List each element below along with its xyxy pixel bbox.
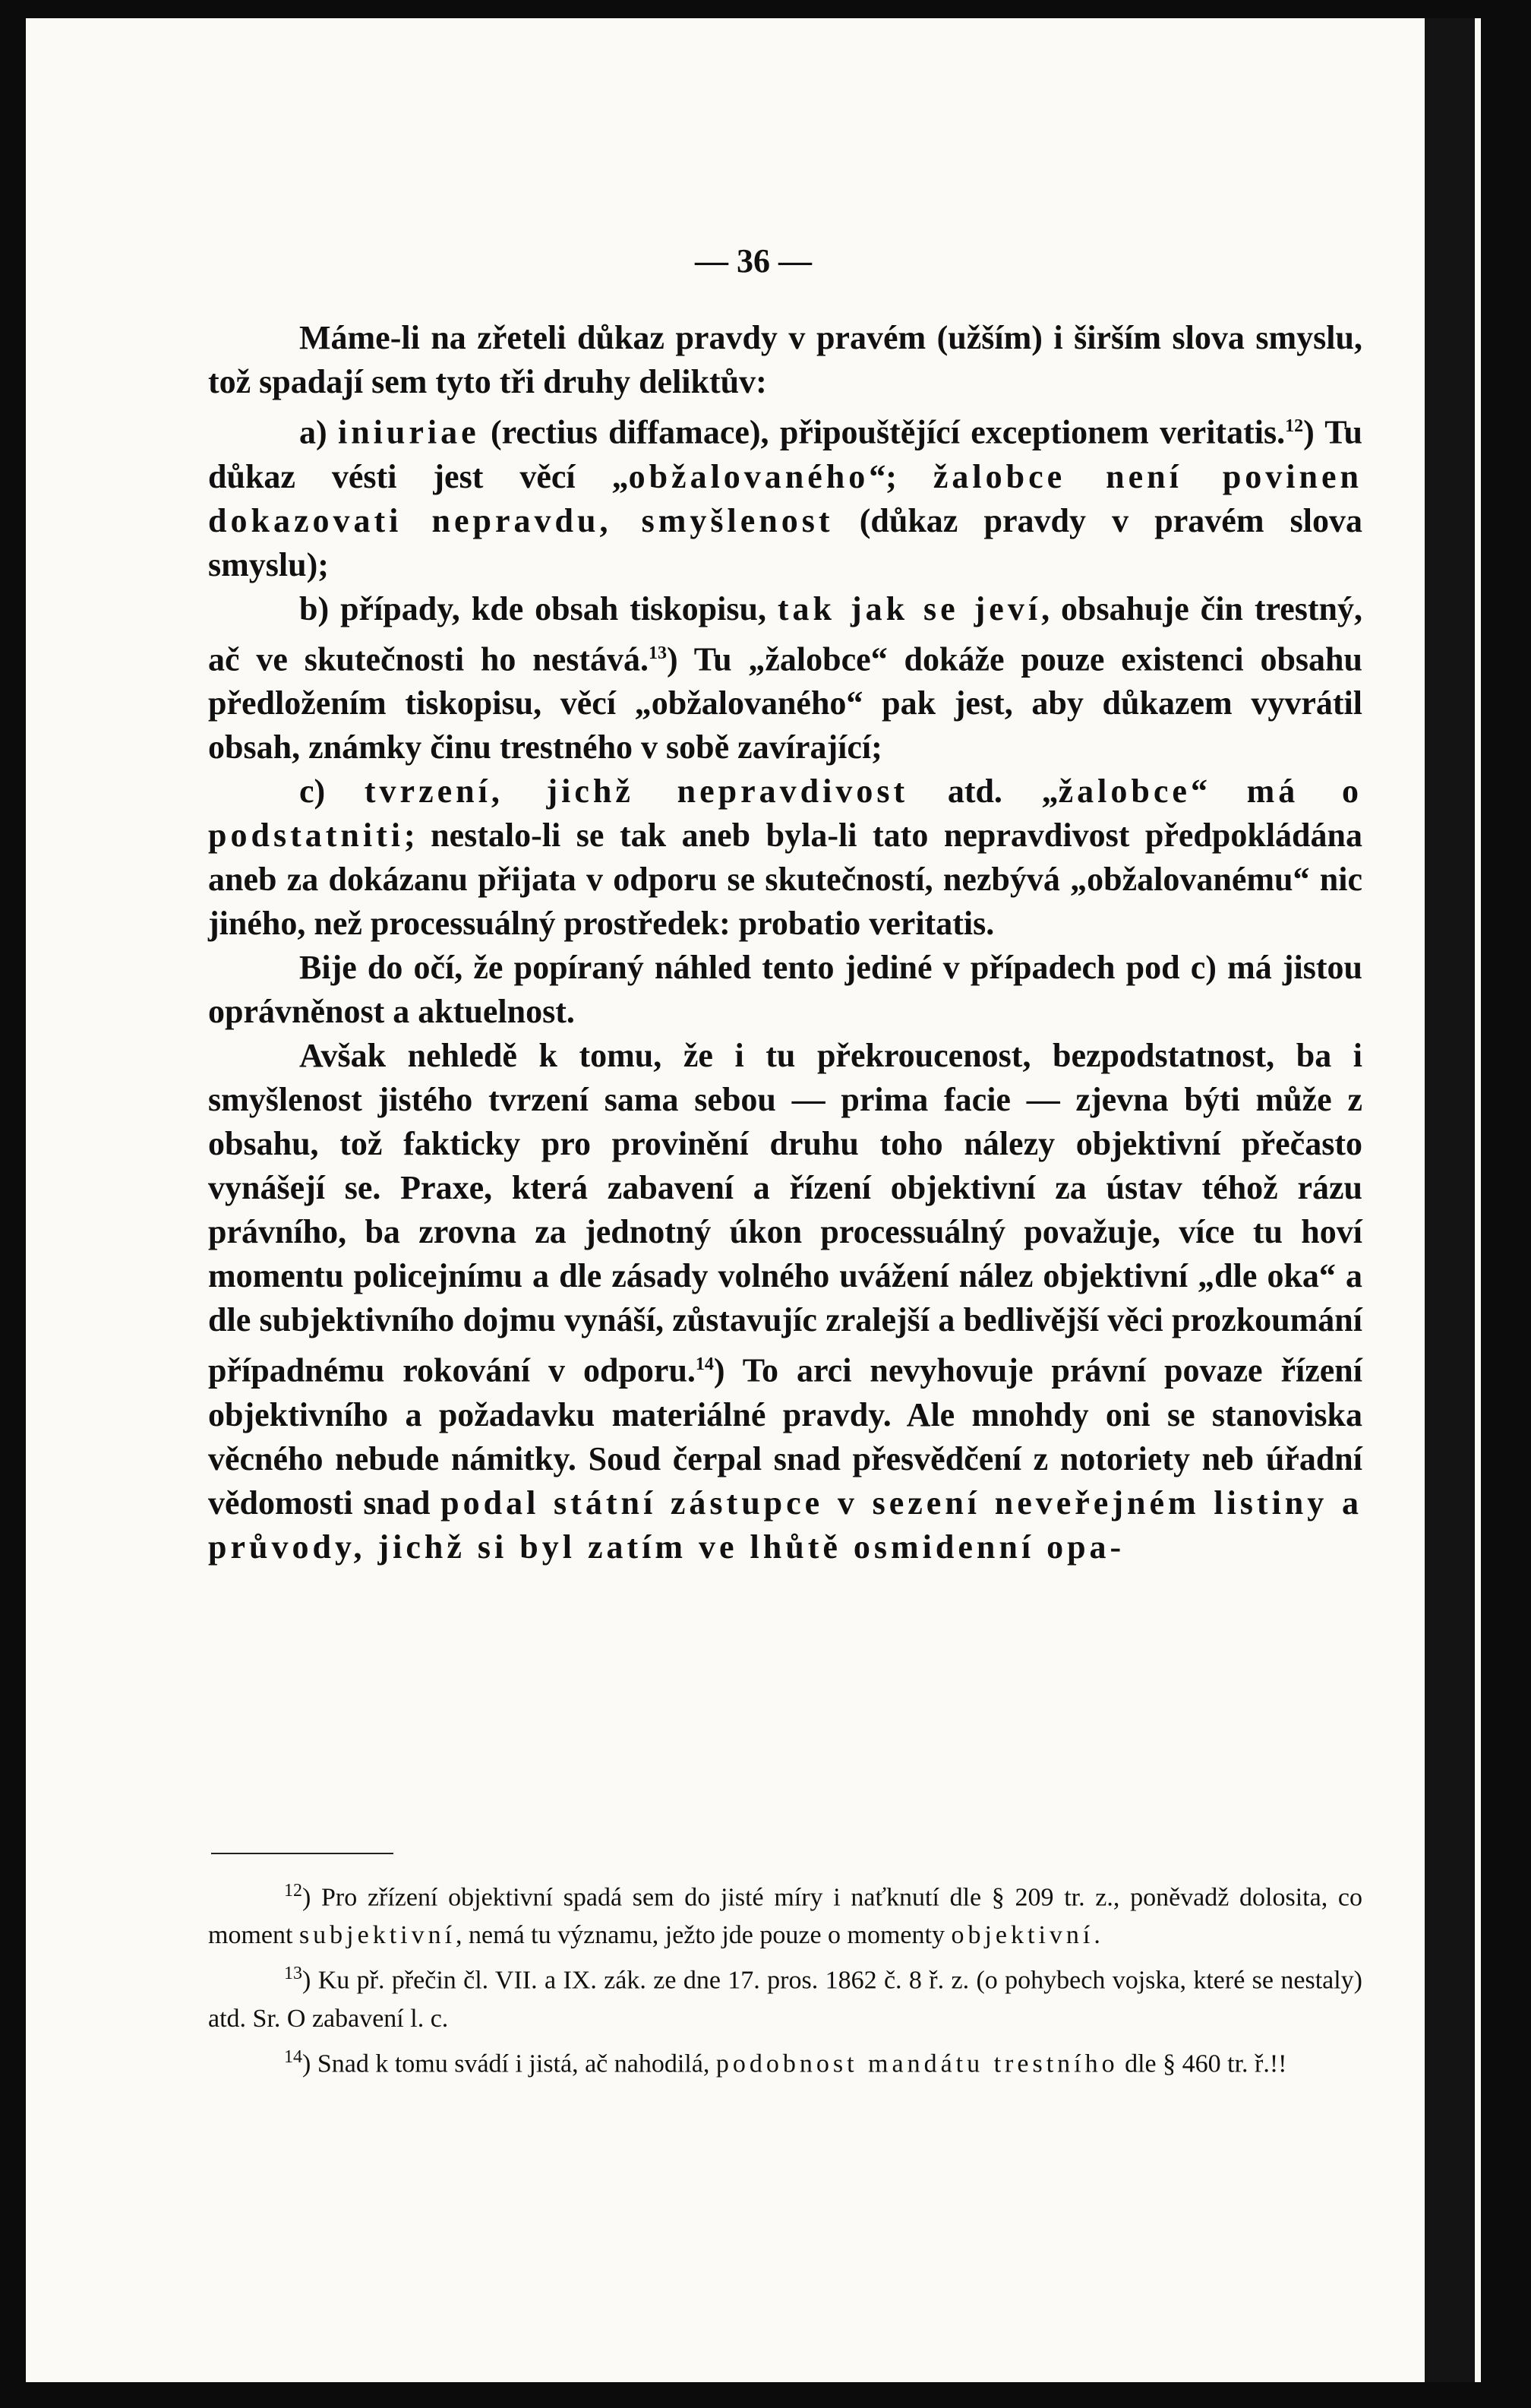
text-run: subjektivní [298,1921,456,1950]
text-run: atd. „ [908,773,1059,811]
footnote-n12 [208,1872,1362,1955]
text-run: (důkaz pravdy v pravém slova smyslu); [208,501,1363,583]
text-run: Bije do očí, že popíraný náhled tento jediné v případech pod c) má jistou oprávněnost a aktuelnost. [208,949,1362,1031]
footnote-ref: 13 [649,643,668,663]
text-run: , obsahuje čin trestný, ač ve skutečnosti ho nestává. [208,589,1363,678]
text-run: “ [1190,773,1247,811]
paragraph-p3 [208,587,1362,770]
text-run: iniuriae [337,413,480,451]
footnote-n13 [208,1955,1362,2037]
text-run: a) [299,413,338,451]
text-run: b) případy, kde obsah tiskopisu, [299,589,778,627]
text-run: ; nestalo-li se tak aneb byla-li tato nepravdivost předpokládána aneb za dokázanu přijata v odporu se skutečností, nezbývá „obžalovanému“ nic jiného, než processuálný prostředek: probatio veritatis. [208,817,1362,943]
page-edge-shadow [1425,18,1475,2382]
page-number: — 36 — [695,242,812,280]
paragraph-p5 [208,946,1362,1034]
text-run: podobnost mandátu trestního [715,2049,1119,2078]
footnote-ref: 13 [284,1964,302,1984]
text-run: . [1094,1921,1100,1950]
footnotes [208,1872,1362,2083]
text-run: ) Ku př. přečin čl. VII. a IX. zák. ze dne 17. pros. 1862 č. 8 ř. z. (o pohybech vojska, které se nestaly) atd. Sr. O zabavení l. c. [208,1966,1362,2033]
paragraph-p1 [208,316,1362,404]
footnote-ref: 14 [284,2046,302,2067]
text-run: tak jak se jeví [777,589,1042,627]
text-run: ) Tu důkaz vésti jest věcí „ [208,413,1363,495]
text-run: ) Tu „žalobce“ dokáže pouze existenci obsahu předložením tiskopisu, věcí „obžalovaného“ pak jest, aby důkazem vyvrátil obsah, známky činu trestného v sobě zavírající; [208,640,1362,766]
footnote-rule [211,1853,393,1854]
footnote-ref: 12 [1285,416,1304,436]
text-run: žalobce [1058,773,1191,811]
text-run: , nemá tu významu, ježto jde pouze o momenty [456,1921,952,1950]
footnote-ref: 12 [284,1881,302,1901]
text-run: Máme-li na zřeteli důkaz pravdy v pravém (užším) i širším slova smyslu, tož spadají sem tyto tři druhy deliktův: [208,319,1362,400]
text-run: má o podstatniti [208,773,1362,855]
text-run: ) Snad k tomu svádí i jistá, ač nahodilá, [302,2049,716,2078]
text-run: ) To arci nevyhovuje právní povaze řízení objektivního a požadavku materiálné pravdy. Ale mnohdy oni se stanoviska věcného nebude námitky. Soud čerpal snad přesvědčení z notoriety neb úřadní vědomosti snad [208,1351,1362,1522]
text-run: tvrzení, jichž nepravdivost [364,773,909,811]
text-run: Avšak nehledě k tomu, že i tu překroucenost, bezpodstatnost, ba i smyšlenost jistého tvrzení sama sebou — prima facie — zjevna býti může z obsahu, tož fakticky pro provinění druhu toho nálezy objektivní přečasto vynášejí se. Praxe, která zabavení a řízení objektivní za ústav téhož rázu právního, ba zrovna za jednotný úkon processuálný považuje, více tu hoví momentu policejnímu a dle zásady volného uvážení nález objektivní „dle oka“ a dle subjektivního dojmu vynáší, zůstavujíc zralejší a bedlivější věci prozkoumání případnému rokování v odporu. [208,1037,1362,1389]
text-run: podal státní zástupce v sezení neveřejném listiny a průvody, jichž si byl zatím ve lhůtě osmidenní opa- [208,1484,1362,1566]
paragraph-p4 [208,769,1362,946]
text-run: c) [299,773,365,811]
main-text [208,316,1362,1569]
footnote-n14 [208,2038,1362,2083]
paragraph-p2 [208,404,1362,587]
text-run: ) Pro zřízení objektivní spadá sem do jisté míry i naťknutí dle § 209 tr. z., poněvadž dolosita, co moment [208,1883,1362,1950]
book-page [26,18,1481,2382]
text-run: (rectius diffamace), připouštějící exceptionem veritatis. [479,413,1286,451]
text-run: “; [869,457,933,495]
paragraph-p6 [208,1034,1362,1569]
text-run: obžalovaného [628,457,870,495]
text-run: objektivní [951,1921,1094,1950]
footnote-ref: 14 [695,1354,714,1375]
text-run: dle § 460 tr. ř.!! [1118,2049,1287,2078]
text-run: žalobce není povinen dokazovati nepravdu, smyšlenost [208,457,1362,539]
